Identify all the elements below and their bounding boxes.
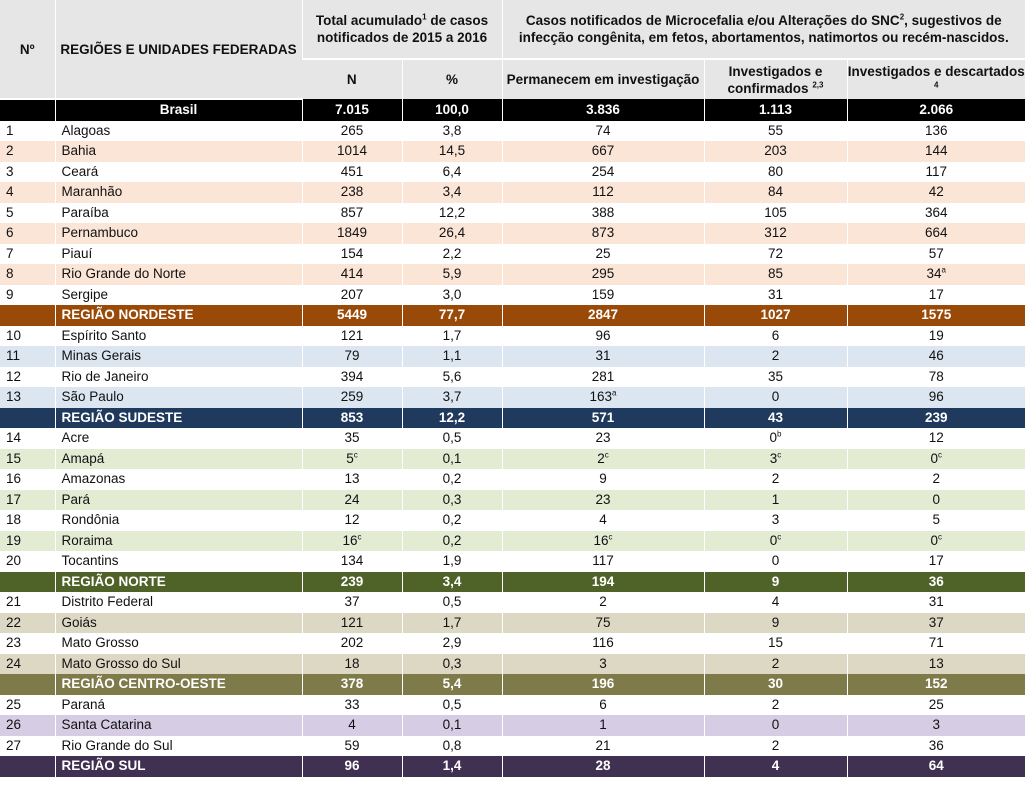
table-row (0, 592, 1025, 613)
cell-investigacao: 3.836 (502, 99, 704, 121)
cell-confirmados: 9 (704, 613, 847, 634)
cell-n: 13 (302, 469, 402, 490)
cell-n: 18 (302, 654, 402, 675)
row-num: 21 (6, 594, 22, 609)
row-num: 4 (6, 184, 14, 199)
region-name: REGIÃO NORDESTE (55, 305, 302, 326)
cell-investigacao: 23 (502, 428, 704, 449)
table-row (0, 203, 1025, 224)
state-name: Rio Grande do Norte (55, 264, 302, 285)
cell-confirmados: 0$^b$ (704, 428, 847, 449)
state-name: Amazonas (55, 469, 302, 490)
cell-confirmados: 1027 (704, 305, 847, 326)
cell-confirmados: 0 (704, 387, 847, 408)
cell-n: 35 (302, 428, 402, 449)
footnote-mark: a (612, 388, 617, 398)
cell-pct: 5,9 (402, 264, 502, 285)
table-row (0, 449, 1025, 470)
row-num: 8 (6, 266, 14, 281)
cell-n: 154 (302, 244, 402, 265)
table-row (0, 182, 1025, 203)
footnote-mark: c (357, 532, 362, 541)
header-confirmados: Investigados e confirmados $^{2,3}$ (704, 59, 847, 99)
cell-investigacao: 571 (502, 408, 704, 429)
cell-pct: 0,1 (402, 449, 502, 470)
cell-confirmados: 15 (704, 633, 847, 654)
cell-descartados: 2.066 (847, 99, 1025, 121)
cell-descartados: 42 (847, 182, 1025, 203)
cell-investigacao: 25 (502, 244, 704, 265)
cell-confirmados: 2 (704, 695, 847, 716)
row-num: 22 (6, 614, 22, 630)
cell-confirmados: 312 (704, 223, 847, 244)
row-num: 12 (6, 368, 22, 384)
table-row (0, 346, 1025, 367)
cell-pct: 0,5 (402, 695, 502, 716)
table-row (0, 162, 1025, 183)
cell-investigacao: 9 (502, 469, 704, 490)
cell-n: 12 (302, 510, 402, 531)
cell-confirmados: 31 (704, 285, 847, 306)
row-num: 13 (6, 389, 22, 404)
state-name: Acre (55, 428, 302, 449)
cell-pct: 100,0 (402, 99, 502, 121)
header-regions: REGIÕES E UNIDADES FEDERADAS (55, 0, 302, 99)
cell-confirmados: 105 (704, 203, 847, 224)
cell-descartados: 0$^c$ (847, 531, 1025, 552)
cell-descartados: 31 (847, 592, 1025, 613)
table-row (0, 613, 1025, 634)
footnote-mark: c (938, 532, 943, 541)
cell-confirmados: 1 (704, 490, 847, 511)
cell-confirmados: 2 (704, 469, 847, 490)
cell-descartados: 152 (847, 674, 1025, 695)
cell-n: 96 (302, 756, 402, 777)
cell-investigacao: 2$^c$ (502, 449, 704, 470)
cell-investigacao: 194 (502, 572, 704, 593)
footnote-mark: c (938, 450, 943, 459)
cell-descartados: 13 (847, 654, 1025, 675)
table-row (0, 367, 1025, 388)
table-row (0, 141, 1025, 162)
table-row (0, 428, 1025, 449)
row-num: 3 (6, 163, 14, 179)
cell-investigacao: 4 (502, 510, 704, 531)
region-name: REGIÃO NORTE (55, 572, 302, 593)
row-num: 16 (6, 471, 22, 486)
cell-investigacao: 873 (502, 223, 704, 244)
cell-pct: 0,1 (402, 715, 502, 736)
cell-pct: 12,2 (402, 203, 502, 224)
cell-descartados: 2 (847, 469, 1025, 490)
cell-investigacao: 196 (502, 674, 704, 695)
cell-investigacao: 116 (502, 633, 704, 654)
row-num: 6 (6, 225, 14, 240)
cell-confirmados: 4 (704, 592, 847, 613)
cell-confirmados: 203 (704, 141, 847, 162)
cell-descartados: 12 (847, 428, 1025, 449)
cell-n: 5$^c$ (302, 449, 402, 470)
cell-pct: 0,3 (402, 654, 502, 675)
cell-confirmados: 9 (704, 572, 847, 593)
row-num: 27 (6, 737, 22, 753)
cell-investigacao: 3 (502, 654, 704, 675)
state-name: Ceará (55, 162, 302, 183)
cell-investigacao: 21 (502, 736, 704, 757)
state-name: Espírito Santo (55, 326, 302, 347)
table-row (0, 633, 1025, 654)
cell-n: 4 (302, 715, 402, 736)
state-name: Rondônia (55, 510, 302, 531)
cell-descartados: 36 (847, 736, 1025, 757)
cell-n: 33 (302, 695, 402, 716)
state-name: Paraná (55, 695, 302, 716)
row-num: 1 (6, 122, 14, 138)
cell-n: 259 (302, 387, 402, 408)
cell-pct: 14,5 (402, 141, 502, 162)
state-name: Pernambuco (55, 223, 302, 244)
cell-pct: 1,4 (402, 756, 502, 777)
cell-confirmados: 85 (704, 264, 847, 285)
cell-pct: 26,4 (402, 223, 502, 244)
cell-descartados: 37 (847, 613, 1025, 634)
cell-n: 265 (302, 121, 402, 142)
header-num: Nº (0, 0, 55, 99)
row-num (0, 99, 55, 121)
table-row (0, 264, 1025, 285)
cell-investigacao: 31 (502, 346, 704, 367)
cell-descartados: 364 (847, 203, 1025, 224)
state-name: Santa Catarina (55, 715, 302, 736)
cell-pct: 1,1 (402, 346, 502, 367)
table-header (0, 0, 1025, 99)
cell-investigacao: 1 (502, 715, 704, 736)
cell-confirmados: 35 (704, 367, 847, 388)
state-name: Mato Grosso (55, 633, 302, 654)
region-total-row (0, 572, 1025, 593)
region-total-row (0, 305, 1025, 326)
state-name: Paraíba (55, 203, 302, 224)
cell-descartados: 0$^c$ (847, 449, 1025, 470)
cell-pct: 3,4 (402, 572, 502, 593)
cell-descartados: 19 (847, 326, 1025, 347)
cell-pct: 3,7 (402, 387, 502, 408)
cell-n: 414 (302, 264, 402, 285)
table-row (0, 490, 1025, 511)
cell-n: 378 (302, 674, 402, 695)
national-total-row (0, 99, 1025, 121)
header-permanecem: Permanecem em investigação (502, 59, 704, 99)
cell-n: 202 (302, 633, 402, 654)
cell-n: 239 (302, 572, 402, 593)
cell-n: 1014 (302, 141, 402, 162)
cell-pct: 5,6 (402, 367, 502, 388)
state-name: Piauí (55, 244, 302, 265)
region-name: REGIÃO CENTRO-OESTE (55, 674, 302, 695)
cell-pct: 77,7 (402, 305, 502, 326)
region-name: REGIÃO SUL (55, 756, 302, 777)
cell-investigacao: 163$^a$ (502, 387, 704, 408)
cell-investigacao: 96 (502, 326, 704, 347)
state-name: Rio Grande do Sul (55, 736, 302, 757)
row-num: 17 (6, 491, 22, 507)
footnote-mark: c (608, 532, 613, 541)
cell-confirmados: 0 (704, 715, 847, 736)
cell-pct: 12,2 (402, 408, 502, 429)
cell-descartados: 46 (847, 346, 1025, 367)
cell-investigacao: 28 (502, 756, 704, 777)
cell-confirmados: 3 (704, 510, 847, 531)
cell-investigacao: 2847 (502, 305, 704, 326)
cell-pct: 3,8 (402, 121, 502, 142)
row-num (0, 572, 55, 593)
header-casos: Casos notificados de Microcefalia e/ou Alterações do SNC$^2$, sugestivos de infecção congênita, em fetos, abortamentos, natimortos ou recém-nascidos. (502, 0, 1025, 59)
state-name: Pará (55, 490, 302, 511)
cell-descartados: 17 (847, 285, 1025, 306)
cell-n: 238 (302, 182, 402, 203)
state-name: Rio de Janeiro (55, 367, 302, 388)
state-name: Tocantins (55, 551, 302, 572)
cell-descartados: 71 (847, 633, 1025, 654)
cell-investigacao: 2 (502, 592, 704, 613)
table-row (0, 469, 1025, 490)
table-row (0, 715, 1025, 736)
table-row (0, 223, 1025, 244)
cell-investigacao: 112 (502, 182, 704, 203)
cell-n: 207 (302, 285, 402, 306)
row-num: 23 (6, 635, 22, 650)
table-row (0, 654, 1025, 675)
row-num (0, 756, 55, 777)
cell-n: 59 (302, 736, 402, 757)
row-num: 25 (6, 696, 22, 712)
footnote-mark: c (777, 532, 782, 541)
region-total-row (0, 674, 1025, 695)
header-descartados: Investigados e descartados $^4$ (847, 59, 1025, 99)
cell-n: 134 (302, 551, 402, 572)
cell-investigacao: 667 (502, 141, 704, 162)
row-num: 15 (6, 450, 22, 466)
cell-investigacao: 295 (502, 264, 704, 285)
state-name: Goiás (55, 613, 302, 634)
cell-pct: 1,7 (402, 613, 502, 634)
table-row (0, 326, 1025, 347)
row-num: 11 (6, 348, 21, 363)
row-num: 26 (6, 717, 22, 732)
cell-investigacao: 254 (502, 162, 704, 183)
row-num: 19 (6, 532, 22, 548)
cell-pct: 0,2 (402, 531, 502, 552)
cell-confirmados: 80 (704, 162, 847, 183)
cell-n: 857 (302, 203, 402, 224)
row-num (0, 674, 55, 695)
cell-descartados: 64 (847, 756, 1025, 777)
cell-pct: 6,4 (402, 162, 502, 183)
cell-confirmados: 1.113 (704, 99, 847, 121)
header-pct: % (402, 59, 502, 99)
cell-n: 121 (302, 326, 402, 347)
cell-n: 24 (302, 490, 402, 511)
cell-investigacao: 75 (502, 613, 704, 634)
cell-n: 7.015 (302, 99, 402, 121)
cell-descartados: 1575 (847, 305, 1025, 326)
cell-pct: 0,8 (402, 736, 502, 757)
cell-n: 37 (302, 592, 402, 613)
cell-investigacao: 23 (502, 490, 704, 511)
cell-investigacao: 281 (502, 367, 704, 388)
cell-investigacao: 117 (502, 551, 704, 572)
cell-descartados: 0 (847, 490, 1025, 511)
table-body (0, 99, 1025, 777)
cell-descartados: 34$^a$ (847, 264, 1025, 285)
cell-pct: 0,2 (402, 510, 502, 531)
state-name: Sergipe (55, 285, 302, 306)
row-num: 24 (6, 655, 22, 671)
cell-investigacao: 388 (502, 203, 704, 224)
row-num: 9 (6, 286, 14, 302)
cell-descartados: 25 (847, 695, 1025, 716)
state-name: Mato Grosso do Sul (55, 654, 302, 675)
table-row (0, 121, 1025, 142)
cell-confirmados: 55 (704, 121, 847, 142)
header-n: N (302, 59, 402, 99)
table-row (0, 736, 1025, 757)
cell-n: 853 (302, 408, 402, 429)
cell-confirmados: 2 (704, 736, 847, 757)
cell-pct: 0,5 (402, 592, 502, 613)
row-name: Brasil (55, 99, 302, 121)
cell-pct: 3,4 (402, 182, 502, 203)
state-name: Bahia (55, 141, 302, 162)
cell-n: 5449 (302, 305, 402, 326)
state-name: Amapá (55, 449, 302, 470)
cell-descartados: 5 (847, 510, 1025, 531)
cell-descartados: 3 (847, 715, 1025, 736)
cell-descartados: 664 (847, 223, 1025, 244)
footnote-mark: b (777, 429, 782, 439)
state-name: Distrito Federal (55, 592, 302, 613)
row-num: 5 (6, 204, 14, 220)
footnote-mark: a (941, 265, 946, 275)
cell-n: 451 (302, 162, 402, 183)
cell-pct: 5,4 (402, 674, 502, 695)
header-total: Total acumulado$^1$ de casos notificados de 2015 a 2016 (302, 0, 502, 59)
cell-confirmados: 4 (704, 756, 847, 777)
row-num: 10 (6, 327, 22, 343)
row-num: 18 (6, 512, 22, 527)
cell-investigacao: 159 (502, 285, 704, 306)
cell-pct: 3,0 (402, 285, 502, 306)
cell-confirmados: 30 (704, 674, 847, 695)
cell-confirmados: 3$^c$ (704, 449, 847, 470)
cell-descartados: 17 (847, 551, 1025, 572)
cell-confirmados: 72 (704, 244, 847, 265)
cell-descartados: 96 (847, 387, 1025, 408)
table-row (0, 695, 1025, 716)
cell-n: 79 (302, 346, 402, 367)
row-num: 14 (6, 430, 22, 445)
table-row (0, 551, 1025, 572)
table-row (0, 387, 1025, 408)
state-name: Roraima (55, 531, 302, 552)
cell-descartados: 117 (847, 162, 1025, 183)
state-name: Alagoas (55, 121, 302, 142)
table-row (0, 510, 1025, 531)
cell-confirmados: 2 (704, 654, 847, 675)
row-num: 20 (6, 553, 22, 568)
table-row (0, 531, 1025, 552)
state-name: Maranhão (55, 182, 302, 203)
state-name: São Paulo (55, 387, 302, 408)
cell-pct: 2,9 (402, 633, 502, 654)
row-num (0, 408, 55, 429)
footnote-mark: c (777, 450, 782, 459)
cell-n: 16$^c$ (302, 531, 402, 552)
cell-confirmados: 84 (704, 182, 847, 203)
row-num: 7 (6, 245, 14, 261)
footnote-mark: c (353, 450, 358, 459)
cell-descartados: 78 (847, 367, 1025, 388)
cell-pct: 1,7 (402, 326, 502, 347)
cell-investigacao: 6 (502, 695, 704, 716)
cell-confirmados: 0$^c$ (704, 531, 847, 552)
cell-descartados: 239 (847, 408, 1025, 429)
footnote-mark: c (604, 450, 609, 459)
cell-pct: 0,5 (402, 428, 502, 449)
table-row (0, 244, 1025, 265)
cell-descartados: 36 (847, 572, 1025, 593)
cell-confirmados: 6 (704, 326, 847, 347)
cell-investigacao: 16$^c$ (502, 531, 704, 552)
cell-descartados: 144 (847, 141, 1025, 162)
state-name: Minas Gerais (55, 346, 302, 367)
cell-n: 1849 (302, 223, 402, 244)
cell-pct: 0,3 (402, 490, 502, 511)
cell-pct: 1,9 (402, 551, 502, 572)
cell-n: 394 (302, 367, 402, 388)
row-num: 2 (6, 143, 14, 158)
cell-pct: 2,2 (402, 244, 502, 265)
region-total-row (0, 756, 1025, 777)
row-num (0, 305, 55, 326)
cell-n: 121 (302, 613, 402, 634)
region-name: REGIÃO SUDESTE (55, 408, 302, 429)
region-total-row (0, 408, 1025, 429)
cell-confirmados: 2 (704, 346, 847, 367)
table-row (0, 285, 1025, 306)
cell-confirmados: 0 (704, 551, 847, 572)
cell-descartados: 57 (847, 244, 1025, 265)
cell-pct: 0,2 (402, 469, 502, 490)
cell-investigacao: 74 (502, 121, 704, 142)
cell-confirmados: 43 (704, 408, 847, 429)
cell-descartados: 136 (847, 121, 1025, 142)
